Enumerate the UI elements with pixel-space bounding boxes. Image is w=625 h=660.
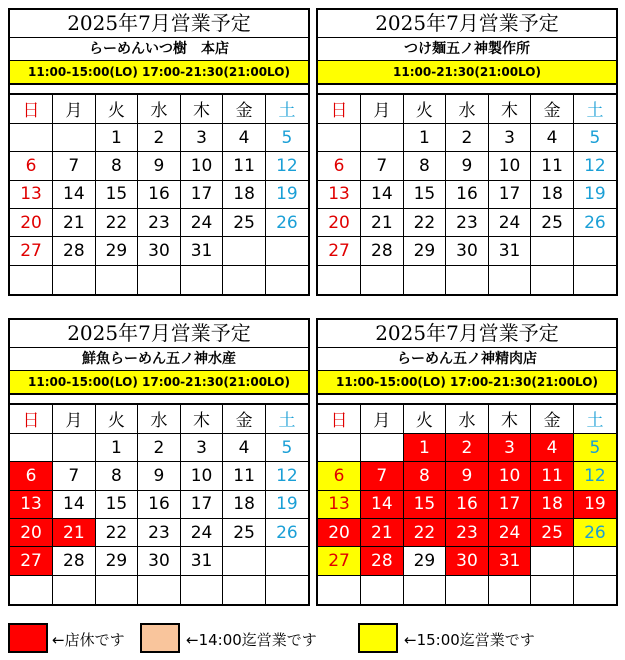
empty-cell: [361, 433, 404, 461]
day-cell: 25: [223, 519, 266, 547]
empty-cell: [488, 265, 531, 293]
day-cell: 23: [138, 209, 181, 237]
day-cell: 4: [531, 123, 574, 151]
day-cell: 26: [265, 519, 308, 547]
business-hours: 11:00-21:30(21:00LO): [318, 61, 616, 85]
week-row: [10, 462, 308, 490]
week-row: [318, 433, 616, 461]
day-cell: 13: [318, 180, 361, 208]
business-hours: 11:00-15:00(LO) 17:00-21:30(21:00LO): [10, 61, 308, 85]
weekday-header: 金: [223, 95, 266, 123]
day-cell: 18: [531, 490, 574, 518]
day-cell: 7: [361, 152, 404, 180]
day-cell: 9: [138, 462, 181, 490]
empty-cell: [318, 265, 361, 293]
day-cell: 6: [10, 152, 53, 180]
empty-cell: [573, 575, 616, 603]
day-cell: 13: [10, 180, 53, 208]
day-cell: 21: [53, 519, 96, 547]
day-cell: 19: [573, 180, 616, 208]
day-cell: 31: [180, 547, 223, 575]
day-cell: 10: [180, 152, 223, 180]
week-row: [318, 490, 616, 518]
day-cell: 25: [531, 519, 574, 547]
day-cell: 24: [488, 519, 531, 547]
day-cell: 3: [180, 433, 223, 461]
day-cell: 24: [180, 209, 223, 237]
weekday-header-row: [318, 95, 616, 123]
day-cell: 30: [138, 547, 181, 575]
panel-itsuki-honten: [8, 8, 310, 296]
spacer-row: [10, 85, 308, 95]
empty-cell: [138, 575, 181, 603]
empty-cell: [10, 575, 53, 603]
day-cell: 19: [265, 490, 308, 518]
calendar-grid: [10, 95, 308, 294]
shop-name: らーめん五ノ神精肉店: [318, 348, 616, 371]
day-cell: 22: [403, 519, 446, 547]
empty-cell: [95, 265, 138, 293]
day-cell: 14: [361, 180, 404, 208]
empty-cell: [573, 547, 616, 575]
day-cell: 21: [53, 209, 96, 237]
business-hours: 11:00-15:00(LO) 17:00-21:30(21:00LO): [10, 371, 308, 395]
day-cell: 3: [180, 123, 223, 151]
day-cell: 21: [361, 519, 404, 547]
weekday-header: 木: [488, 405, 531, 433]
weekday-header: 日: [10, 405, 53, 433]
weekday-header: 火: [403, 405, 446, 433]
shop-name: 鮮魚らーめん五ノ神水産: [10, 348, 308, 371]
day-cell: 21: [361, 209, 404, 237]
weekday-header: 月: [361, 95, 404, 123]
empty-cell: [361, 265, 404, 293]
weekday-header-row: [10, 95, 308, 123]
day-cell: 13: [10, 490, 53, 518]
day-cell: 19: [265, 180, 308, 208]
day-cell: 3: [488, 433, 531, 461]
week-row: [318, 209, 616, 237]
legend: [0, 621, 625, 657]
day-cell: 25: [531, 209, 574, 237]
week-row: [10, 547, 308, 575]
empty-cell: [223, 547, 266, 575]
week-row: [318, 265, 616, 293]
day-cell: 31: [488, 547, 531, 575]
day-cell: 30: [446, 237, 489, 265]
day-cell: 9: [138, 152, 181, 180]
empty-cell: [53, 123, 96, 151]
day-cell: 20: [318, 519, 361, 547]
weekday-header: 月: [361, 405, 404, 433]
weekday-header: 金: [223, 405, 266, 433]
day-cell: 18: [531, 180, 574, 208]
day-cell: 4: [531, 433, 574, 461]
calendar-grid: [10, 405, 308, 604]
week-row: [10, 152, 308, 180]
week-row: [318, 547, 616, 575]
empty-cell: [403, 265, 446, 293]
day-cell: 15: [95, 490, 138, 518]
empty-cell: [573, 265, 616, 293]
weekday-header: 火: [403, 95, 446, 123]
empty-cell: [53, 433, 96, 461]
empty-cell: [10, 123, 53, 151]
week-row: [10, 519, 308, 547]
weekday-header: 木: [180, 95, 223, 123]
day-cell: 2: [446, 433, 489, 461]
legend-label-closed: ←店休です: [52, 631, 125, 649]
day-cell: 29: [403, 547, 446, 575]
day-cell: 4: [223, 433, 266, 461]
empty-cell: [10, 433, 53, 461]
day-cell: 6: [318, 462, 361, 490]
day-cell: 11: [531, 462, 574, 490]
day-cell: 29: [95, 237, 138, 265]
empty-cell: [265, 547, 308, 575]
empty-cell: [488, 575, 531, 603]
day-cell: 22: [95, 209, 138, 237]
day-cell: 30: [138, 237, 181, 265]
day-cell: 14: [361, 490, 404, 518]
day-cell: 6: [10, 462, 53, 490]
day-cell: 19: [573, 490, 616, 518]
spacer-row: [318, 395, 616, 405]
day-cell: 22: [403, 209, 446, 237]
day-cell: 7: [53, 152, 96, 180]
legend-label-until14: ←14:00迄営業です: [186, 631, 317, 649]
day-cell: 24: [488, 209, 531, 237]
day-cell: 31: [180, 237, 223, 265]
day-cell: 15: [403, 180, 446, 208]
day-cell: 14: [53, 490, 96, 518]
panel-title: 2025年7月営業予定: [10, 10, 308, 38]
day-cell: 2: [138, 433, 181, 461]
week-row: [318, 575, 616, 603]
week-row: [318, 237, 616, 265]
day-cell: 12: [265, 462, 308, 490]
day-cell: 27: [10, 547, 53, 575]
day-cell: 26: [573, 209, 616, 237]
day-cell: 7: [361, 462, 404, 490]
day-cell: 25: [223, 209, 266, 237]
week-row: [318, 519, 616, 547]
spacer-row: [10, 395, 308, 405]
spacer-row: [318, 85, 616, 95]
empty-cell: [53, 575, 96, 603]
day-cell: 10: [180, 462, 223, 490]
day-cell: 26: [265, 209, 308, 237]
day-cell: 6: [318, 152, 361, 180]
day-cell: 11: [223, 462, 266, 490]
day-cell: 1: [403, 433, 446, 461]
panel-title: 2025年7月営業予定: [318, 10, 616, 38]
panel-gonokami-suisan: [8, 318, 310, 606]
weekday-header: 月: [53, 95, 96, 123]
day-cell: 1: [403, 123, 446, 151]
empty-cell: [180, 265, 223, 293]
week-row: [10, 433, 308, 461]
weekday-header: 金: [531, 95, 574, 123]
day-cell: 17: [488, 490, 531, 518]
day-cell: 28: [53, 547, 96, 575]
day-cell: 13: [318, 490, 361, 518]
day-cell: 3: [488, 123, 531, 151]
empty-cell: [95, 575, 138, 603]
day-cell: 16: [446, 490, 489, 518]
week-row: [10, 265, 308, 293]
empty-cell: [265, 575, 308, 603]
day-cell: 9: [446, 462, 489, 490]
empty-cell: [10, 265, 53, 293]
day-cell: 11: [223, 152, 266, 180]
weekday-header: 木: [488, 95, 531, 123]
legend-label-until15: ←15:00迄営業です: [404, 631, 535, 649]
day-cell: 17: [180, 490, 223, 518]
day-cell: 8: [95, 152, 138, 180]
week-row: [10, 123, 308, 151]
week-row: [318, 152, 616, 180]
calendar-grid: [318, 95, 616, 294]
week-row: [10, 490, 308, 518]
weekday-header: 火: [95, 95, 138, 123]
day-cell: 17: [180, 180, 223, 208]
day-cell: 26: [573, 519, 616, 547]
day-cell: 8: [95, 462, 138, 490]
weekday-header: 水: [138, 95, 181, 123]
weekday-header-row: [318, 405, 616, 433]
day-cell: 12: [573, 462, 616, 490]
day-cell: 28: [361, 547, 404, 575]
weekday-header: 水: [138, 405, 181, 433]
day-cell: 4: [223, 123, 266, 151]
empty-cell: [318, 433, 361, 461]
week-row: [10, 575, 308, 603]
day-cell: 20: [10, 519, 53, 547]
weekday-header: 木: [180, 405, 223, 433]
weekday-header: 水: [446, 405, 489, 433]
weekday-header: 日: [318, 405, 361, 433]
day-cell: 14: [53, 180, 96, 208]
day-cell: 28: [53, 237, 96, 265]
empty-cell: [531, 237, 574, 265]
day-cell: 11: [531, 152, 574, 180]
weekday-header: 金: [531, 405, 574, 433]
empty-cell: [265, 265, 308, 293]
day-cell: 17: [488, 180, 531, 208]
day-cell: 1: [95, 433, 138, 461]
day-cell: 15: [95, 180, 138, 208]
empty-cell: [531, 547, 574, 575]
legend-swatch-until14: [140, 623, 180, 653]
day-cell: 28: [361, 237, 404, 265]
empty-cell: [265, 237, 308, 265]
day-cell: 16: [446, 180, 489, 208]
day-cell: 16: [138, 490, 181, 518]
business-hours: 11:00-15:00(LO) 17:00-21:30(21:00LO): [318, 371, 616, 395]
legend-swatch-closed: [8, 623, 48, 653]
weekday-header-row: [10, 405, 308, 433]
weekday-header: 土: [265, 95, 308, 123]
panel-gonokami-seisakusho: [316, 8, 618, 296]
day-cell: 27: [318, 547, 361, 575]
day-cell: 8: [403, 462, 446, 490]
empty-cell: [573, 237, 616, 265]
empty-cell: [223, 237, 266, 265]
day-cell: 16: [138, 180, 181, 208]
day-cell: 24: [180, 519, 223, 547]
day-cell: 1: [95, 123, 138, 151]
weekday-header: 土: [573, 405, 616, 433]
day-cell: 18: [223, 490, 266, 518]
panel-title: 2025年7月営業予定: [10, 320, 308, 348]
day-cell: 27: [318, 237, 361, 265]
week-row: [10, 180, 308, 208]
day-cell: 10: [488, 462, 531, 490]
shop-name: らーめんいつ樹 本店: [10, 38, 308, 61]
empty-cell: [318, 575, 361, 603]
weekday-header: 日: [10, 95, 53, 123]
day-cell: 23: [138, 519, 181, 547]
week-row: [318, 462, 616, 490]
empty-cell: [223, 265, 266, 293]
empty-cell: [223, 575, 266, 603]
day-cell: 30: [446, 547, 489, 575]
shop-name: つけ麺五ノ神製作所: [318, 38, 616, 61]
panel-title: 2025年7月営業予定: [318, 320, 616, 348]
day-cell: 27: [10, 237, 53, 265]
empty-cell: [180, 575, 223, 603]
day-cell: 8: [403, 152, 446, 180]
day-cell: 18: [223, 180, 266, 208]
day-cell: 20: [10, 209, 53, 237]
week-row: [318, 123, 616, 151]
empty-cell: [53, 265, 96, 293]
day-cell: 23: [446, 209, 489, 237]
weekday-header: 火: [95, 405, 138, 433]
empty-cell: [361, 575, 404, 603]
day-cell: 5: [265, 433, 308, 461]
day-cell: 5: [265, 123, 308, 151]
panel-gonokami-seinikuten: [316, 318, 618, 606]
weekday-header: 月: [53, 405, 96, 433]
empty-cell: [318, 123, 361, 151]
empty-cell: [531, 265, 574, 293]
day-cell: 15: [403, 490, 446, 518]
day-cell: 9: [446, 152, 489, 180]
day-cell: 12: [573, 152, 616, 180]
day-cell: 29: [95, 547, 138, 575]
weekday-header: 日: [318, 95, 361, 123]
empty-cell: [446, 265, 489, 293]
week-row: [318, 180, 616, 208]
empty-cell: [446, 575, 489, 603]
legend-swatch-until15: [358, 623, 398, 653]
day-cell: 12: [265, 152, 308, 180]
day-cell: 22: [95, 519, 138, 547]
day-cell: 5: [573, 433, 616, 461]
week-row: [10, 237, 308, 265]
day-cell: 31: [488, 237, 531, 265]
weekday-header: 水: [446, 95, 489, 123]
weekday-header: 土: [573, 95, 616, 123]
day-cell: 2: [446, 123, 489, 151]
day-cell: 29: [403, 237, 446, 265]
day-cell: 23: [446, 519, 489, 547]
calendar-grid: [318, 405, 616, 604]
day-cell: 5: [573, 123, 616, 151]
empty-cell: [531, 575, 574, 603]
day-cell: 7: [53, 462, 96, 490]
empty-cell: [361, 123, 404, 151]
weekday-header: 土: [265, 405, 308, 433]
day-cell: 2: [138, 123, 181, 151]
day-cell: 20: [318, 209, 361, 237]
empty-cell: [138, 265, 181, 293]
day-cell: 10: [488, 152, 531, 180]
empty-cell: [403, 575, 446, 603]
week-row: [10, 209, 308, 237]
